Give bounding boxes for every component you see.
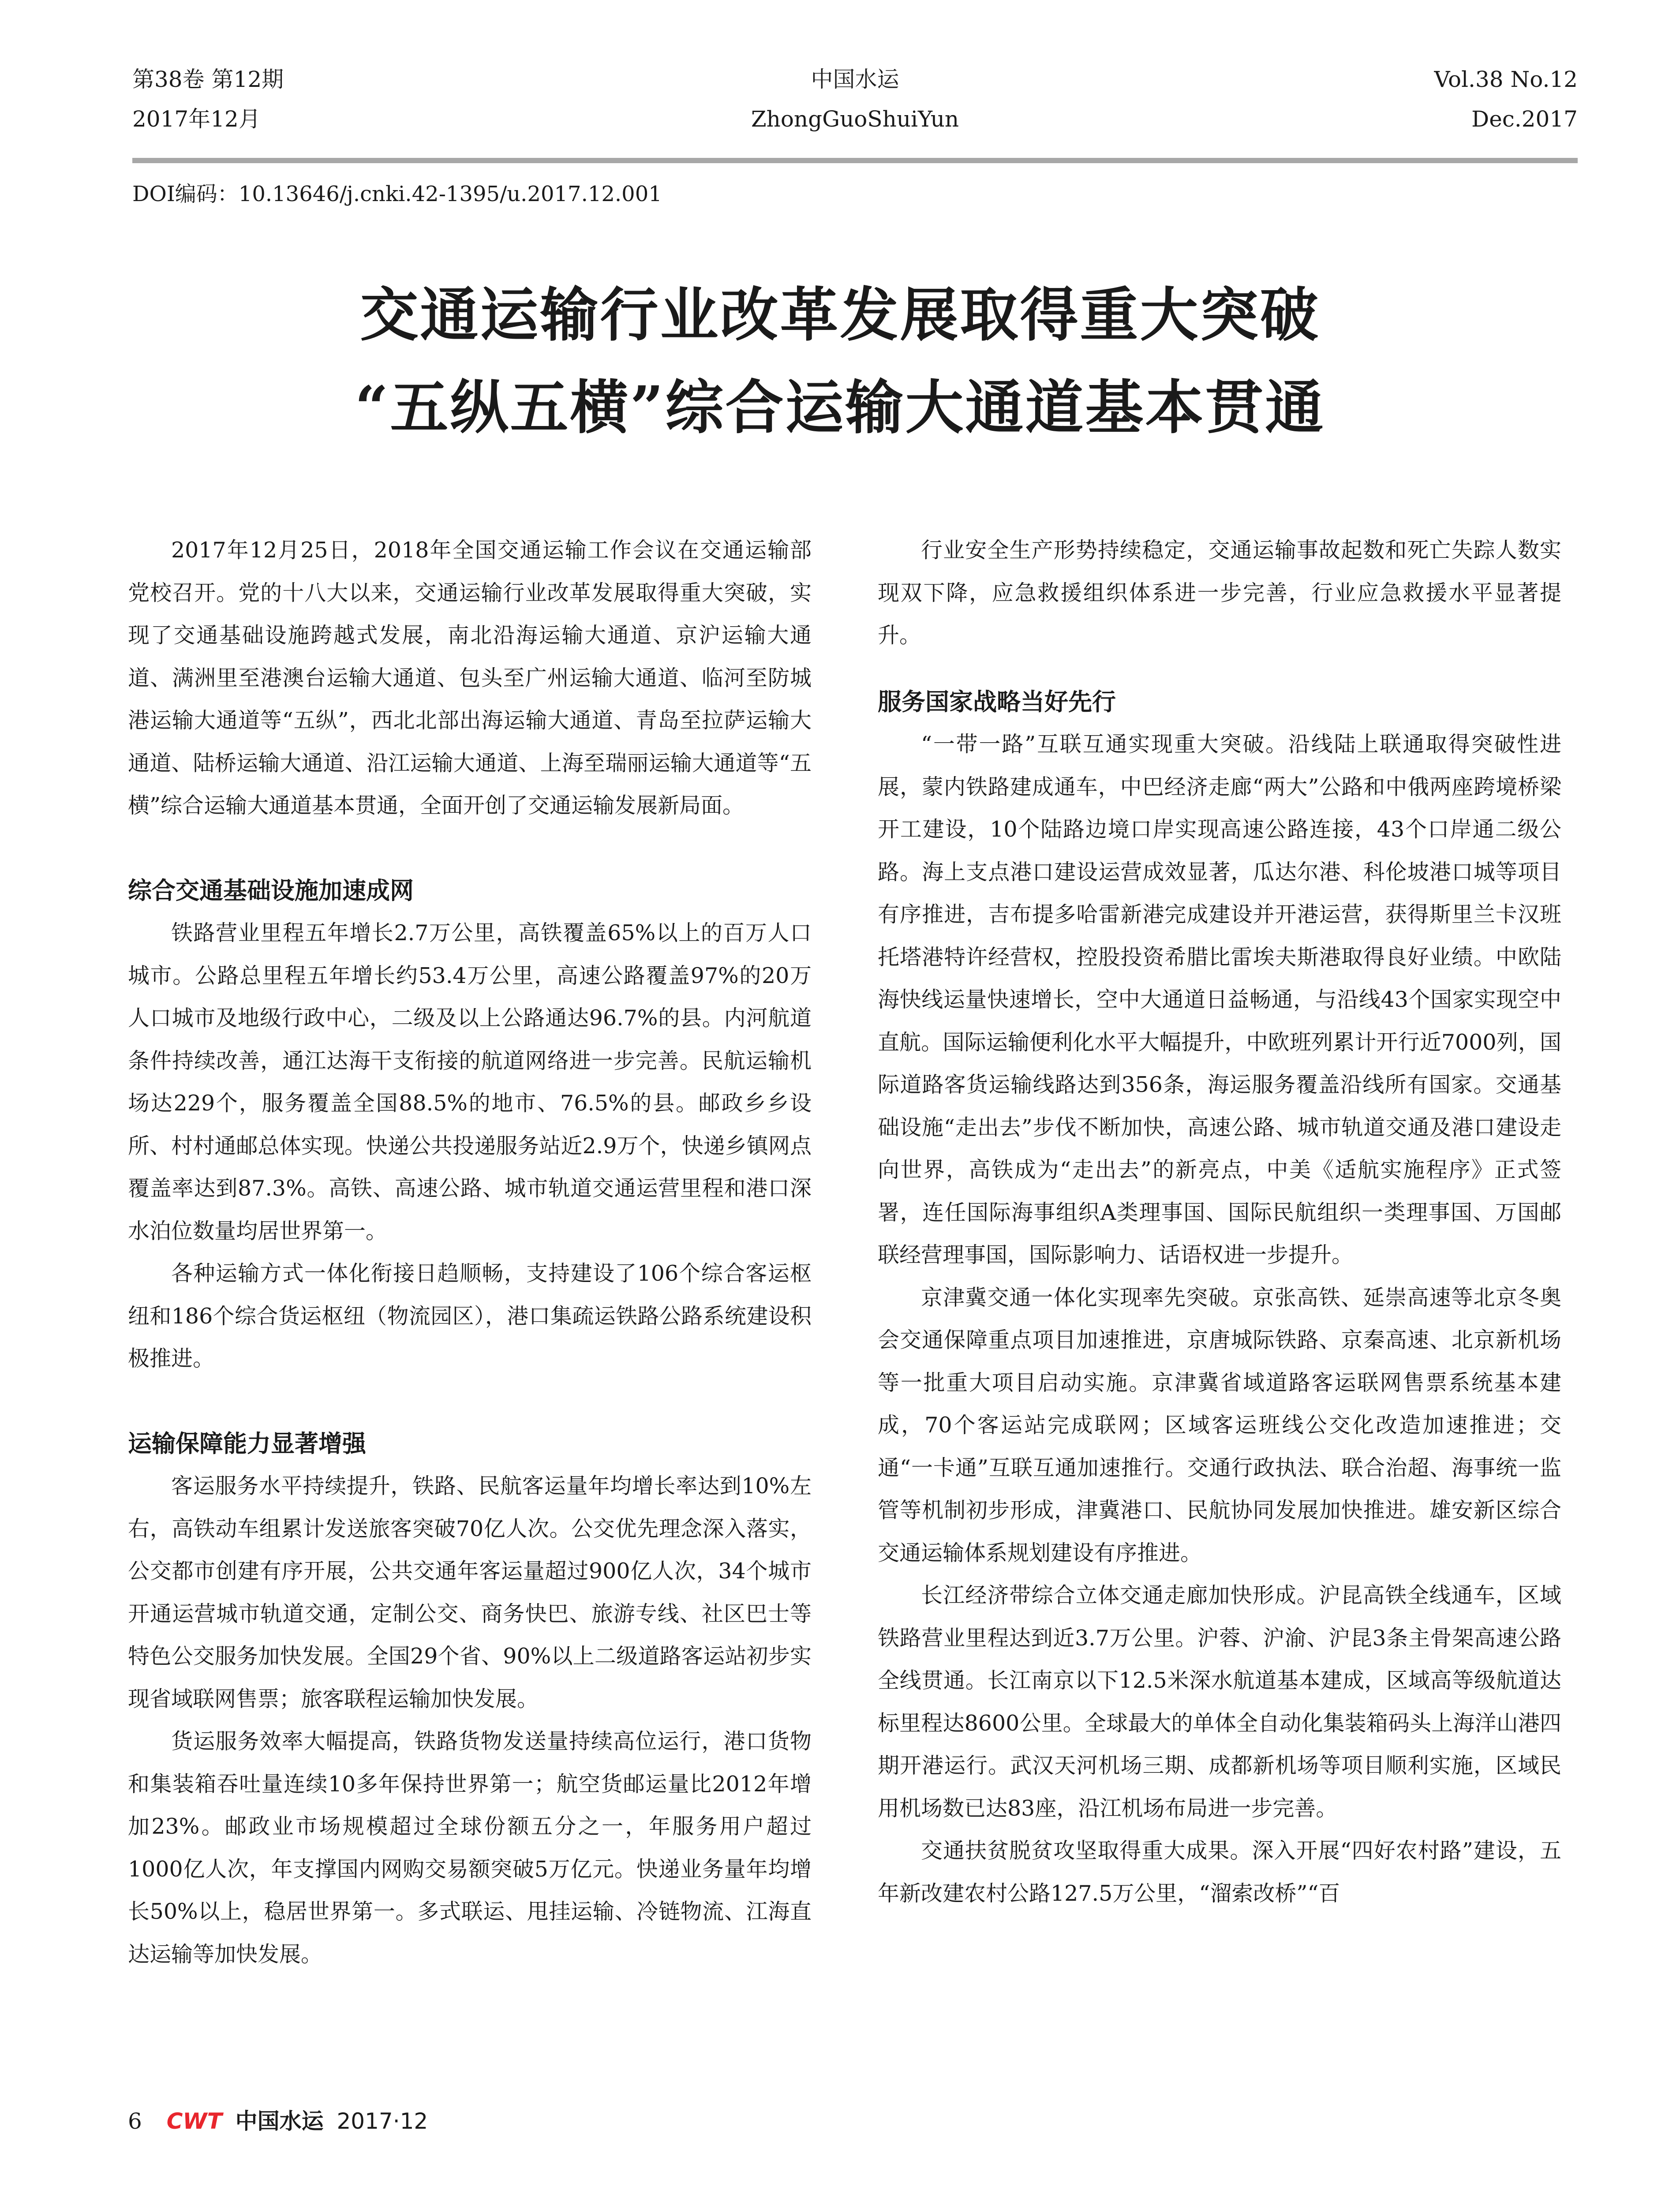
header-journal-en: ZhongGuoShuiYun [751, 106, 959, 132]
page-footer [128, 2108, 428, 2134]
body-paragraph: 长江经济带综合立体交通走廊加快形成。沪昆高铁全线通车，区域铁路营业里程达到近3.7万公里。沪蓉、沪渝、沪昆3条主骨架高速公路全线贯通。长江南京以下12.5米深水航道基本建成，区域高等级航道达标里程达8600公里。全球最大的单体全自动化集装箱码头上海洋山港四期开港运行。武汉天河机场三期、成都新机场等项目顺利实施，区域民用机场数已达83座，沿江机场布局进一步完善。 [878, 1583, 1561, 1821]
body-paragraph: “一带一路”互联互通实现重大突破。沿线陆上联通取得突破性进展，蒙内铁路建成通车，中巴经济走廊“两大”公路和中俄两座跨境桥梁开工建设，10个陆路边境口岸实现高速公路连接，43个口岸通二级公路。海上支点港口建设运营成效显著，瓜达尔港、科伦坡港口城等项目有序推进，吉布提多哈雷新港完成建设并开港运营，获得斯里兰卡汉班托塔港特许经营权，控股投资希腊比雷埃夫斯港取得良好业绩。中欧陆海快线运量快速增长，空中大通道日益畅通，与沿线43个国家实现空中直航。国际运输便利化水平大幅提升，中欧班列累计开行近7000列，国际道路客货运输线路达到356条，海运服务覆盖沿线所有国家。交通基础设施“走出去”步伐不断加快，高速公路、城市轨道交通及港口建设走向世界，高铁成为“走出去”的新亮点，中美《适航实施程序》正式签署，连任国际海事组织A类理事国、国际民航组织一类理事国、万国邮联经营理事国，国际影响力、话语权进一步提升。 [878, 732, 1561, 1267]
title-line-2: “五纵五横”综合运输大通道基本贯通 [355, 374, 1325, 442]
running-header [132, 62, 1578, 154]
footer-journal-name: 中国水运 [235, 2108, 324, 2134]
article-title [0, 269, 1680, 454]
cwt-logo: CWT [166, 2108, 222, 2134]
body-paragraph: 铁路营业里程五年增长2.7万公里，高铁覆盖65%以上的百万人口城市。公路总里程五年增长约53.4万公里，高速公路覆盖97%的20万人口城市及地级行政中心，二级及以上公路通达96.7%的县。内河航道条件持续改善，通江达海干支衔接的航道网络进一步完善。民航运输机场达229个，服务覆盖全国88.5%的地市、76.5%的县。邮政乡乡设所、村村通邮总体实现。快递公共投递服务站近2.9万个，快递乡镇网点覆盖率达到87.3%。高铁、高速公路、城市轨道交通运营里程和港口深水泊位数量均居世界第一。 [128, 920, 812, 1244]
header-date-cn: 2017年12月 [132, 106, 261, 132]
right-column [878, 529, 1561, 1915]
left-column [128, 529, 812, 1976]
header-journal-cn: 中国水运 [811, 67, 899, 92]
header-rule [132, 158, 1578, 163]
body-paragraph: 行业安全生产形势持续稳定，交通运输事故起数和死亡失踪人数实现双下降，应急救援组织体系进一步完善，行业应急救援水平显著提升。 [878, 538, 1561, 648]
header-date-en: Dec.2017 [1471, 106, 1578, 132]
header-volume-cn: 第38卷 第12期 [132, 67, 284, 92]
section-heading-infrastructure: 综合交通基础设施加速成网 [128, 876, 414, 904]
header-volume-en: Vol.38 No.12 [1434, 67, 1578, 92]
title-line-1: 交通运输行业改革发展取得重大突破 [360, 281, 1320, 349]
footer-issue: 2017·12 [337, 2108, 428, 2134]
section-heading-national-strategy: 服务国家战略当好先行 [878, 688, 1116, 716]
body-paragraph: 各种运输方式一体化衔接日趋顺畅，支持建设了106个综合客运枢纽和186个综合货运枢纽（物流园区），港口集疏运铁路公路系统建设积极推进。 [128, 1261, 812, 1371]
intro-paragraph: 2017年12月25日，2018年全国交通运输工作会议在交通运输部党校召开。党的十八大以来，交通运输行业改革发展取得重大突破，实现了交通基础设施跨越式发展，南北沿海运输大通道、京沪运输大通道、满洲里至港澳台运输大通道、包头至广州运输大通道、临河至防城港运输大通道等“五纵”，西北北部出海运输大通道、青岛至拉萨运输大通道、陆桥运输大通道、沿江运输大通道、上海至瑞丽运输大通道等“五横”综合运输大通道基本贯通，全面开创了交通运输发展新局面。 [128, 538, 812, 818]
body-paragraph: 客运服务水平持续提升，铁路、民航客运量年均增长率达到10%左右，高铁动车组累计发送旅客突破70亿人次。公交优先理念深入落实，公交都市创建有序开展，公共交通年客运量超过900亿人次，34个城市开通运营城市轨道交通，定制公交、商务快巴、旅游专线、社区巴士等特色公交服务加快发展。全国29个省、90%以上二级道路客运站初步实现省域联网售票；旅客联程运输加快发展。 [128, 1473, 812, 1712]
body-paragraph: 货运服务效率大幅提高，铁路货物发送量持续高位运行，港口货物和集装箱吞吐量连续10多年保持世界第一；航空货邮运量比2012年增加23%。邮政业市场规模超过全球份额五分之一，年服务用户超过1000亿人次，年支撑国内网购交易额突破5万亿元。快递业务量年均增长50%以上，稳居世界第一。多式联运、甩挂运输、冷链物流、江海直达运输等加快发展。 [128, 1729, 812, 1967]
body-paragraph: 交通扶贫脱贫攻坚取得重大成果。深入开展“四好农村路”建设，五年新改建农村公路127.5万公里，“溜索改桥”“百 [878, 1838, 1561, 1906]
page-number: 6 [128, 2108, 142, 2134]
doi-line: DOI编码：10.13646/j.cnki.42-1395/u.2017.12.001 [132, 182, 662, 206]
section-heading-transport-capacity: 运输保障能力显著增强 [128, 1429, 366, 1458]
body-paragraph: 京津冀交通一体化实现率先突破。京张高铁、延崇高速等北京冬奥会交通保障重点项目加速推进，京唐城际铁路、京秦高速、北京新机场等一批重大项目启动实施。京津冀省域道路客运联网售票系统基本建成，70个客运站完成联网；区域客运班线公交化改造加速推进；交通“一卡通”互联互通加速推行。交通行政执法、联合治超、海事统一监管等机制初步形成，津冀港口、民航协同发展加快推进。雄安新区综合交通运输体系规划建设有序推进。 [878, 1285, 1561, 1566]
